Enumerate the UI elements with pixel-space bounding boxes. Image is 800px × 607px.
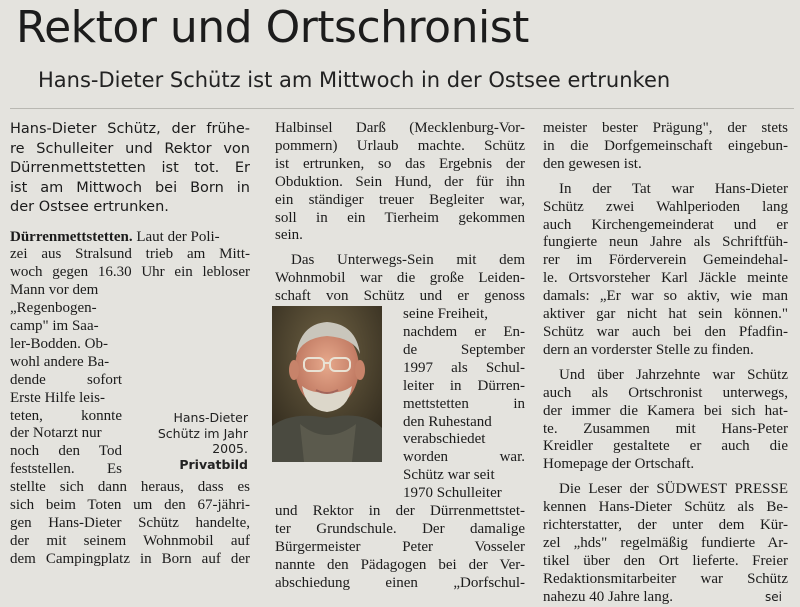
body-line: 1970 Schulleiter	[403, 485, 502, 502]
body-line: 1997 als Schul-	[403, 359, 525, 376]
lead-line: Hans-Dieter Schütz, der frühe-	[10, 121, 250, 137]
subheadline: Hans-Dieter Schütz ist am Mittwoch in der Ostsee ertrunken	[38, 68, 671, 92]
body-line: Das Unterwegs-Sein mit dem	[291, 252, 525, 269]
column-1	[10, 120, 250, 569]
body-line: ist ertrunken, so das Ergebnis der	[275, 155, 525, 172]
body-line: nannte den Pädagogen bei der Ver-	[275, 556, 525, 573]
body-line: tikel über den Ort lieferte. Freier	[543, 552, 788, 569]
body-line: feststellen. Es	[10, 461, 122, 478]
body-line: le. Ortsvorsteher Karl Jäckle meinte	[543, 270, 788, 287]
body-line: Halbinsel Darß (Mecklenburg-Vor-	[275, 120, 525, 136]
body-line: ler-Bodden. Ob-	[10, 335, 109, 352]
body-line: pommern) Urlaub machte. Schütz	[275, 137, 525, 154]
body-line: woch gegen 16.30 Uhr ein lebloser	[10, 264, 250, 281]
wrapped-text	[10, 282, 122, 479]
body-line: in die Dorfgemeinschaft eingebun-	[543, 137, 788, 154]
body-line	[10, 229, 250, 247]
body-text: Laut der Poli-	[132, 228, 220, 245]
body-line: Schütz war seit	[403, 467, 495, 484]
body-line: den gewesen ist.	[543, 155, 642, 172]
photo-credit: Privatbild	[179, 456, 248, 472]
paragraph-gap	[543, 360, 788, 367]
body-line: Mann vor dem	[10, 282, 99, 299]
body-line: nachdem er En-	[403, 323, 525, 340]
body-line	[543, 589, 788, 607]
body-line: mettstetten in	[403, 395, 525, 412]
body-line: „Regenbogen-	[10, 300, 97, 317]
body-line: ter Grundschule. Der damalige	[275, 520, 525, 537]
column-2	[275, 120, 525, 593]
body-line: Obduktion. Sein Hund, der für ihn	[275, 173, 525, 190]
body-line: und Rektor in der Dürrenmettstet-	[275, 503, 525, 520]
body-line: de September	[403, 341, 525, 358]
body-line: te. Zusammen mit Hans-Peter	[543, 420, 788, 437]
body-line: Bürgermeister Peter Vosseler	[275, 538, 525, 555]
body-line: camp" im Saa-	[10, 318, 99, 335]
body-line: stellte sich dann heraus, dass es	[10, 479, 250, 496]
body-line: seine Freiheit,	[403, 306, 488, 323]
body-line: richterstatter, der unter dem Kür-	[543, 517, 788, 534]
column-3	[543, 120, 788, 607]
body-line: rer im Förderverein Gemeindehal-	[543, 252, 788, 269]
body-line: In der Tat war Hans-Dieter	[559, 180, 788, 197]
body-line: dem Campingplatz in Born auf der	[10, 550, 250, 567]
body-line: schaft von Schütz und er genoss	[275, 288, 525, 305]
body-line: ein ständiger treuer Begleiter war,	[275, 191, 525, 208]
body-line: Redaktionsmitarbeiter war Schütz	[543, 570, 788, 587]
body-line: Schütz war auch bei den Pfadfin-	[543, 323, 788, 340]
author-initials: sei	[765, 589, 782, 604]
body-line: kennen Hans-Dieter Schütz als Be-	[543, 499, 788, 516]
body-line: noch den Tod	[10, 443, 122, 460]
divider	[10, 108, 794, 109]
body-line: damals: „Er war so aktiv, wie man	[543, 288, 788, 305]
body-line: sein.	[275, 227, 303, 244]
body-line: abschiedung einen „Dorfschul-	[275, 574, 525, 591]
body-line: auch Kirchengemeinderat und er	[543, 216, 788, 233]
photo-caption	[148, 410, 248, 472]
body-line: dende sofort	[10, 371, 122, 388]
body-text: nahezu 40 Jahre lang.	[543, 588, 673, 605]
body-line: Erste Hilfe leis-	[10, 389, 105, 406]
body-line: den Ruhestand	[403, 413, 492, 430]
body-line: soll in ein Tierheim gekommen	[275, 209, 525, 226]
body-line: sich beim Toten um den 67-jähri-	[10, 497, 250, 514]
body-line: der mit seinem Wohnmobil auf	[10, 532, 250, 549]
body-line: Die Leser der SÜDWEST PRESSE	[559, 481, 788, 498]
body-line: wohl andere Ba-	[10, 353, 110, 370]
body-line: teten, konnte	[10, 407, 122, 424]
body-line: Schütz zwei Wahlperioden lang	[543, 198, 788, 215]
body-line: fungierte neun Jahre als Schriftfüh-	[543, 234, 788, 251]
paragraph-gap	[275, 245, 525, 252]
dateline: Dürrenmettstetten.	[10, 228, 133, 245]
body-line: verabschiedet	[403, 431, 486, 448]
paragraph-gap	[543, 474, 788, 481]
body-line: dern an vorderster Stelle zu finden.	[543, 341, 754, 358]
lead-line: der Ostsee ertrunken.	[10, 199, 169, 215]
body-line: Kreidler gestaltete er auch die	[543, 438, 788, 455]
body-line: aktiver gar nicht hat sein können."	[543, 306, 788, 323]
body-line: Homepage der Ortschaft.	[543, 456, 695, 473]
body-line: Wohnmobil war die große Leiden-	[275, 270, 525, 287]
body-line: zel „hds" regelmäßig fundierte Ar-	[543, 534, 788, 551]
lead-paragraph	[10, 120, 250, 218]
body-line: gen Hans-Dieter Schütz handelte,	[10, 515, 250, 531]
wrapped-text	[403, 306, 525, 503]
body-line: worden war.	[403, 449, 525, 466]
caption-text: Hans-Dieter Schütz im Jahr 2005.	[157, 410, 248, 456]
body-line: der Notarzt nur	[10, 425, 102, 442]
body-line: der immer die Kamera bei sich hat-	[543, 402, 788, 419]
lead-line: ist am Mittwoch bei Born in	[10, 179, 250, 196]
lead-line: Dürrenmettstetten ist tot. Er	[10, 160, 250, 176]
headline: Rektor und Ortschronist	[16, 2, 529, 53]
body-line: Und über Jahrzehnte war Schütz	[559, 366, 788, 383]
body-line: zei aus Stralsund trieb am Mitt-	[10, 246, 250, 263]
body-line: meister bester Prägung", der stets	[543, 120, 788, 136]
lead-line: re Schulleiter und Rektor von	[10, 140, 250, 157]
paragraph-gap	[543, 174, 788, 181]
body-line: leiter in Dürren-	[403, 377, 525, 394]
body-line: auch als Ortschronist unterwegs,	[543, 384, 788, 401]
